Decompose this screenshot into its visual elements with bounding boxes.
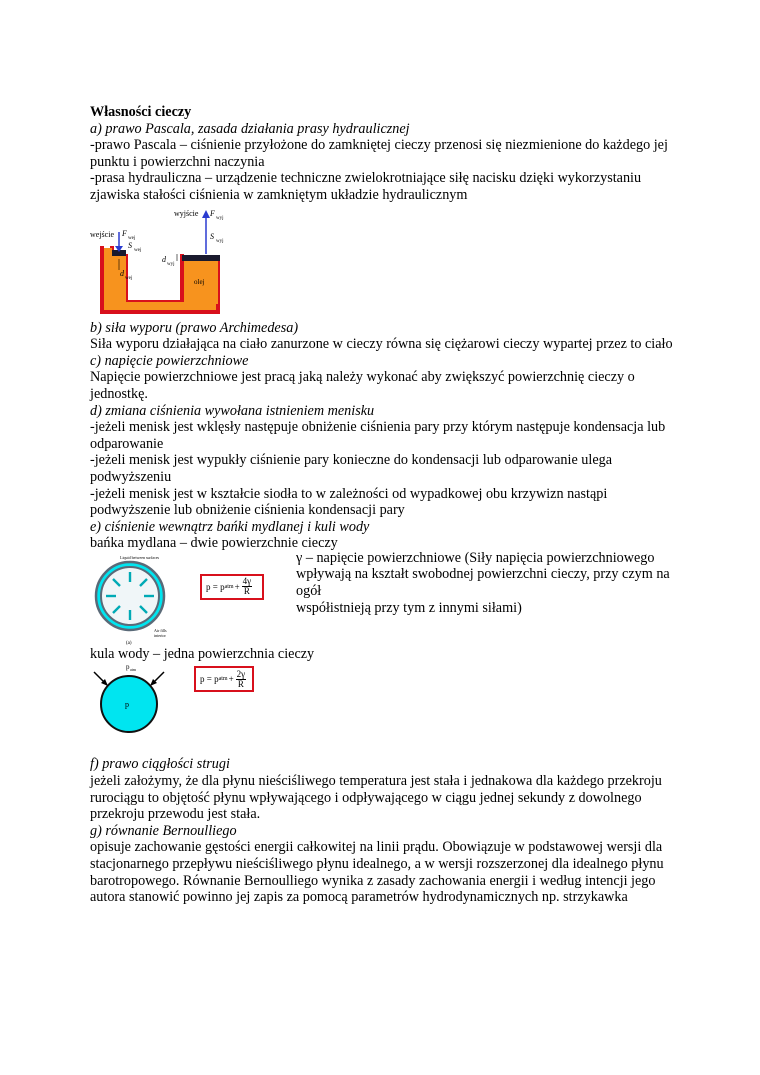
label-wyjscie: wyjście: [174, 208, 199, 218]
section-b-heading: b) siła wyporu (prawo Archimedesa): [90, 319, 299, 336]
label-liquid: Liquid between surfaces: [120, 554, 160, 560]
svg-text:S: S: [128, 240, 132, 250]
svg-text:S: S: [210, 231, 214, 241]
label-wejscie: wejście: [90, 229, 114, 239]
text-line: -prawo Pascala – ciśnienie przyłożone do zamkniętej cieczy przenosi się niezmienione do każdego jej: [90, 137, 668, 154]
svg-text:p: p: [125, 700, 129, 710]
water-drop-figure: [90, 662, 680, 744]
text-line: Napięcie powierzchniowe jest pracą jaką należy wykonać aby zwiększyć powierzchnię cieczy o: [90, 369, 635, 386]
formula-drop: p = p atm + $\frac{2\gamma}{R}$: [194, 666, 254, 692]
svg-text:(a): (a): [126, 640, 132, 646]
svg-text:wej: wej: [125, 275, 133, 281]
text-line: Siła wyporu działająca na ciało zanurzone w cieczy równa się ciężarowi cieczy wypartej przez to ciało: [90, 336, 673, 353]
section-c-heading: c) napięcie powierzchniowe: [90, 352, 249, 369]
hydraulic-press-figure: [90, 204, 680, 320]
svg-text:d: d: [162, 254, 166, 264]
svg-text:wyj: wyj: [216, 238, 224, 244]
page-title: Własności cieczy: [90, 104, 192, 120]
text-line: rurociągu to objętość płynu wpływającego i odpływającego w ciągu jednej sekundy z dowolnego: [90, 789, 642, 806]
gamma-description: γ – napięcie powierzchniowe (Siły napięcia powierzchniowego wpływają na kształt swobodnej powierzchni cieczy, przy czym na ogół współistnieją przy tym z innymi siłami): [296, 549, 670, 616]
svg-text:Air fills: Air fills: [154, 627, 167, 633]
svg-text:F: F: [122, 228, 127, 238]
svg-text:wyj: wyj: [167, 261, 175, 267]
svg-text:wej: wej: [134, 247, 142, 253]
section-g-heading: g) równanie Bernoulliego: [90, 822, 237, 839]
text-line: -jeżeli menisk jest w kształcie siodła to w zależności od wypadkowej obu krzywizn nastąpi: [90, 485, 608, 502]
svg-text:F: F: [210, 208, 215, 218]
svg-text:d: d: [120, 268, 124, 278]
text-line: -jeżeli menisk jest wypukły ciśnienie pary konieczne do kondensacji lub odparowanie ulega: [90, 452, 613, 469]
text-line: -prasa hydrauliczna – urządzenie techniczne zwielokrotniające siłę nacisku dzięki wykorzystaniu: [90, 170, 642, 187]
text-line: jeżeli założymy, że dla płynu nieściśliwego temperatura jest stała i jednakowa dla każdego przekroju: [90, 773, 662, 790]
svg-text:interior: interior: [154, 632, 166, 638]
text-line: zjawiska stałości ciśnienia w zamkniętym układzie hydraulicznym: [90, 186, 468, 203]
text-line: przekroju przewodu jest stała.: [90, 806, 261, 823]
water-drop-diagram: [90, 662, 170, 742]
svg-text:wej: wej: [128, 235, 136, 241]
svg-text:p: p: [126, 663, 130, 672]
text-line: stacjonarnego przepływu nieściśliwego płynu idealnego, a w wersji rozszerzonej dla idealnego płynu: [90, 856, 664, 873]
section-d-heading: d) zmiana ciśnienia wywołana istnieniem menisku: [90, 402, 375, 419]
svg-text:atm: atm: [130, 667, 136, 673]
arrow-up-icon: [202, 210, 210, 218]
soap-bubble-figure: [90, 549, 680, 646]
text-line: opisuje zachowanie gęstości energii całkowitej na linii prądu. Obowiązuje w podstawowej wersji dla: [90, 839, 663, 856]
formula-bubble: p = p atm + $\frac{4\gamma}{R}$: [200, 574, 264, 600]
text-line: podwyższeniu: [90, 468, 172, 485]
text-line: jednostkę.: [90, 385, 148, 402]
section-f-heading: f) prawo ciągłości strugi: [90, 756, 230, 773]
svg-text:wyj: wyj: [216, 215, 224, 221]
section-e-heading: e) ciśnienie wewnątrz bańki mydlanej i kuli wody: [90, 518, 370, 535]
soap-bubble-diagram: [90, 552, 190, 646]
text-line: kula wody – jedna powierzchnia cieczy: [90, 645, 315, 662]
section-a-heading: a) prawo Pascala, zasada działania prasy hydraulicznej: [90, 120, 410, 137]
water-drop: [101, 676, 157, 732]
text-line: punktu i powierzchni naczynia: [90, 153, 265, 170]
label-olej: olej: [194, 277, 205, 286]
text-line: -jeżeli menisk jest wklęsły następuje obniżenie ciśnienia pary przy którym następuje kondensacja lub: [90, 419, 666, 436]
document-page: [90, 104, 680, 906]
hydraulic-press-diagram: [90, 204, 250, 320]
text-line: odparowanie: [90, 435, 164, 452]
text-line: barotropowego. Równanie Bernoulliego wynika z zasady zachowania energii i według intencji jego: [90, 872, 656, 889]
text-line: autora stanowić powinno jej zapis za pomocą parametrów hydrodynamicznych np. strzykawka: [90, 889, 628, 906]
text-line: podwyższenie lub obniżenie ciśnienia kondensacji pary: [90, 502, 405, 519]
piston-output: [182, 255, 220, 261]
text-line: bańka mydlana – dwie powierzchnie cieczy: [90, 535, 338, 552]
